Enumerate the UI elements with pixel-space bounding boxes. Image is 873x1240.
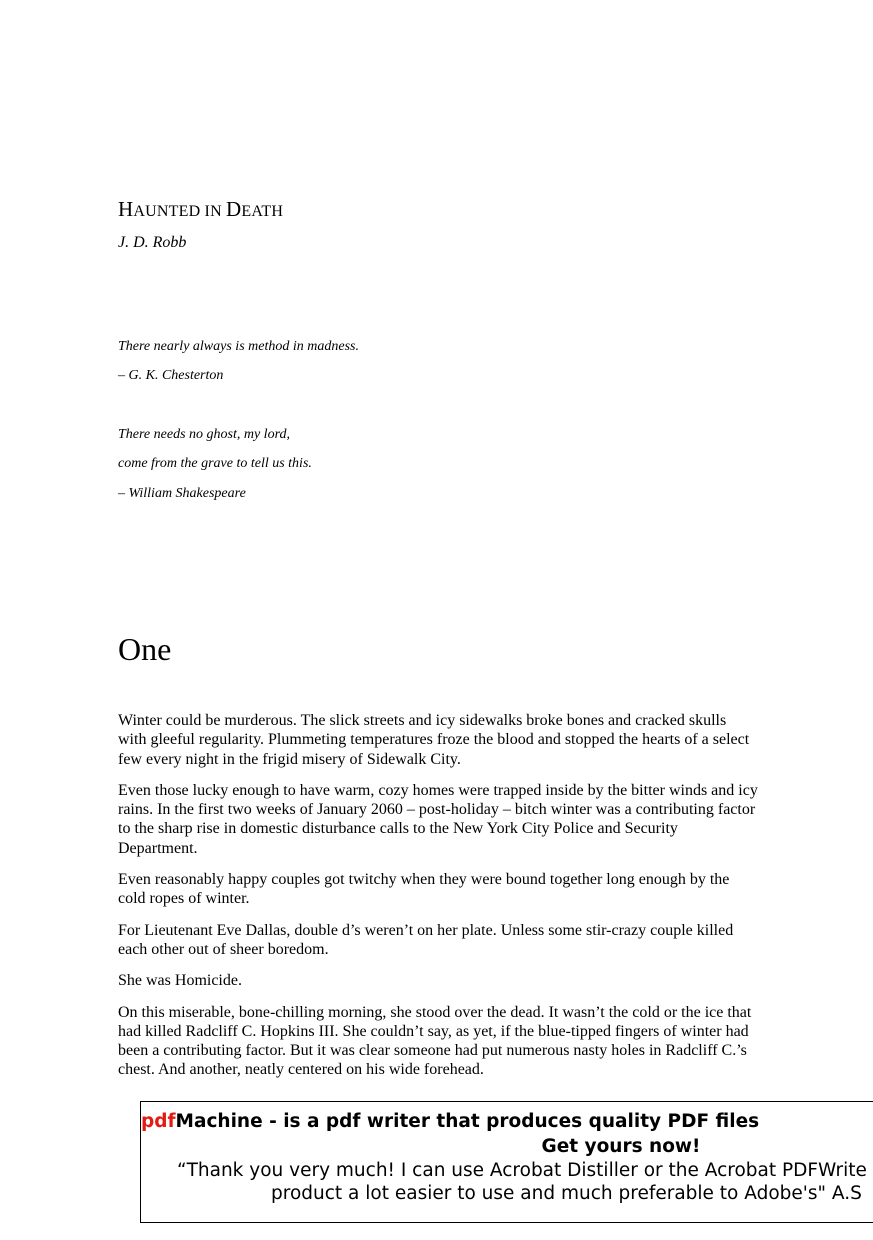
epigraph-line: There needs no ghost, my lord,	[118, 427, 290, 442]
chapter-body	[118, 711, 758, 1092]
chapter-heading: One	[118, 631, 172, 667]
banner-quote-line: “Thank you very much! I can use Acrobat Distiller or the Acrobat PDFWrite	[177, 1160, 867, 1181]
banner-brand-rest: Machine - is a pdf writer that produces quality PDF files	[175, 1111, 760, 1132]
book-author: J. D. Robb	[118, 234, 187, 251]
epigraph-attribution: – William Shakespeare	[118, 486, 246, 501]
epigraph-line: come from the grave to tell us this.	[118, 456, 312, 471]
paragraph: Even reasonably happy couples got twitchy when they were bound together long enough by the cold ropes of winter.	[118, 871, 730, 908]
banner-quote-line: product a lot easier to use and much preferable to Adobe's" A.S	[271, 1183, 862, 1204]
paragraph: She was Homicide.	[118, 972, 242, 990]
epigraph-attribution: – G. K. Chesterton	[118, 368, 224, 383]
paragraph: On this miserable, bone-chilling morning, she stood over the dead. It wasn’t the cold or the ice that had killed Radcliff C. Hopkins III. She couldn’t say, as yet, if the blue-tipped fingers of winter had been a contributing factor. But it was clear someone had put numerous nasty holes in Radcliff C.’s chest. And another, neatly centered on his wide forehead.	[118, 1003, 752, 1079]
banner-cta[interactable]: Get yours now!	[541, 1136, 701, 1157]
banner-headline	[141, 1111, 873, 1132]
paragraph: Winter could be murderous. The slick streets and icy sidewalks broke bones and cracked skulls with gleeful regularity. Plummeting temperatures froze the blood and stopped the hearts of a select few every night in the frigid misery of Sidewalk City.	[118, 712, 750, 768]
pdfmachine-ad-banner[interactable]	[140, 1101, 873, 1223]
book-title: HAUNTED IN DEATH	[118, 197, 284, 221]
epigraph-line: There nearly always is method in madness.	[118, 339, 359, 354]
paragraph: For Lieutenant Eve Dallas, double d’s weren’t on her plate. Unless some stir-crazy couple killed each other out of sheer boredom.	[118, 921, 734, 958]
banner-brand-pdf: pdf	[141, 1111, 176, 1132]
paragraph: Even those lucky enough to have warm, cozy homes were trapped inside by the bitter winds and icy rains. In the first two weeks of January 2060 – post-holiday – bitch winter was a contributing factor to the sharp rise in domestic disturbance calls to the New York City Police and Security Department.	[118, 781, 758, 857]
